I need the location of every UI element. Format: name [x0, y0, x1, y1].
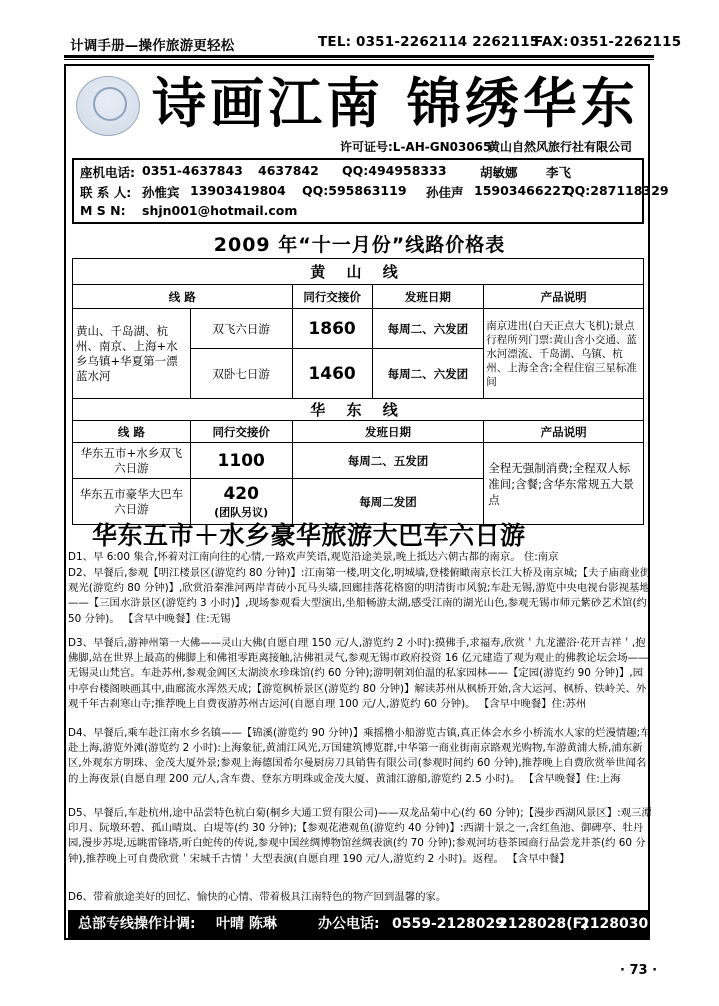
logo-emblem-icon — [93, 87, 127, 121]
itinerary-day-4: D4、早餐后,乘车赴江南水乡名镇——【锦溪(游览约 90 分钟)】乘摇橹小船游览古镇,真正体会水乡小桥流水人家的烂漫情趣;车赴上海,游览外滩(游览约 2 小时):上海象征,黄浦江风光,万国建筑博览群,中华第一商业街南京路观光购物,车游黄浦大桥,浦东新区,外观东方明珠、金茂大厦外景;参观上海德国希尔曼厨房刀具销售有限公司(参观时间约 60 分钟),推荐晚上自费欣赏举世闻名的上海夜景(自愿自理 200 元/人,含车费、登东方明珠或金茂大厦、黄浦江游船,游览约 2.5 小时)。 【含早晚餐】住:上海 — [68, 727, 651, 785]
col-price-2: 同行交接价 — [190, 421, 292, 443]
huadong-price-note: (团队另议) — [214, 505, 269, 519]
page-header — [70, 32, 682, 54]
page-title: 诗画江南 锦绣华东 — [152, 71, 639, 135]
ops-contact-bar — [68, 910, 648, 938]
phone-label: 座机电话: — [80, 165, 135, 180]
itinerary-day-5: D5、早餐后,车赴杭州,途中品尝特色杭白菊(桐乡大通工贸有限公司)——双龙品菊中心(约 60 分钟);【漫步西湖风景区】:观三潭印月、阮墩环碧、孤山晴岚、白堤等(约 30 分钟);【参观花港观鱼(游览约 40 分钟)】:西湖十景之一,含红鱼池、御碑亭、牡丹园,漫步苏堤,远眺雷锋塔,听白蛇传的传说,参观中国丝绸博物馆丝绸表演(约 70 分钟);参观河坊巷茶园商行品尝龙井茶(约 60 分钟),推荐晚上可自费欣赏＇宋城千古情＇大型表演(自愿自理 190 元/人,游览约 2 小时)。返程。 【含早中餐】 — [68, 807, 652, 865]
msn-label: M S N: — [80, 203, 126, 218]
col-date: 发班日期 — [372, 285, 484, 309]
office-label: 办公电话: — [318, 916, 380, 932]
price-table — [72, 258, 644, 525]
col-desc: 产品说明 — [484, 285, 644, 309]
header-fax-label: FAX: — [534, 34, 569, 50]
header-tel-label: TEL: — [318, 34, 352, 50]
huangshan-price-2: 1460 — [292, 349, 372, 399]
huangshan-price-1: 1860 — [292, 309, 372, 349]
phone-2: 4637842 — [258, 163, 319, 178]
itinerary-day-2: D2、早餐后,参观【明江楼景区(游览约 80 分钟)】:江南第一楼,明文化,明城墙,登楼俯瞰南京长江大桥及南京城;【夫子庙商业街观光(游览约 80 分钟)】,欣赏沿秦淮河两岸青砖小瓦马头墙,回廊挂落花格窗的明清街市风貌;车赴无锡,游览中央电视台影视基地——【三国水浒景区(游览约 3 小时)】,现场参观看大型演出,坐船畅游太湖,感受江南的湖光山色,参观无锡市师元紫砂艺术馆(约 50 分钟)。 【含早中晚餐】住:无锡 — [68, 567, 651, 625]
header-rule-thin — [64, 59, 654, 60]
col-desc-2: 产品说明 — [484, 421, 644, 443]
huadong-route-2: 华东五市豪华大巴车六日游 — [73, 479, 191, 525]
huadong-route-1: 华东五市+水乡双飞六日游 — [73, 443, 191, 479]
price-table-title: 2009 年“十一月份”线路价格表 — [213, 234, 506, 256]
phone-1: 0351-4637843 — [142, 163, 243, 178]
huadong-date-1: 每周二、五发团 — [292, 443, 484, 479]
huadong-row-1 — [73, 443, 644, 479]
huangshan-section-title: 黄 山 线 — [73, 259, 644, 285]
mobile-1: 13903419804 — [190, 183, 286, 198]
itinerary-day-3: D3、早餐后,游神州第一大佛——灵山大佛(自愿自理 150 元/人,游览约 2 小时):摸佛手,求福寿,欣赏＇九龙灌浴·花开吉祥＇,抱佛脚,站在世界上最高的佛脚上和佛祖零距离接触,沾佛祖灵气,参观无锡市政府投资 16 亿元建造了观为观止的佛教论坛会场——无锡灵山梵宫。车赴苏州,参观金阊区太湖淡水珍珠馆(约 60 分钟);游明朝刘伯温的私家园林——【定园(游览约 90 分钟)】,园中亭台楼阁映画其中,曲廊流水浑然天成;【游览枫桥景区(游览约 80 分钟)】解读苏州从枫桥开始,含大运河、枫桥、铁岭关、外观千年古刹寒山寺;推荐晚上自费夜游苏州古运河(自愿自理 100 元/人,游览约 60 分钟)。 【含早中晚餐】住:苏州 — [68, 637, 649, 710]
ops-label: 总部专线操作计调: — [78, 916, 196, 932]
huangshan-section-row — [73, 259, 644, 285]
huangshan-date-2: 每周二、六发团 — [372, 349, 484, 399]
huadong-section-row — [73, 399, 644, 421]
huadong-header-row — [73, 421, 644, 443]
huangshan-option-1: 双飞六日游 — [190, 309, 292, 349]
huangshan-header-row — [73, 285, 644, 309]
person-1: 孙惟宾 — [142, 185, 180, 200]
msn-value[interactable]: shjn001@hotmail.com — [142, 203, 298, 218]
itinerary-title: 华东五市＋水乡豪华旅游大巴车六日游 — [92, 521, 526, 550]
col-date-2: 发班日期 — [292, 421, 484, 443]
page-number: · 73 · — [620, 963, 658, 978]
huangshan-option-2: 双卧七日游 — [190, 349, 292, 399]
huadong-price-1: 1100 — [190, 443, 292, 479]
mobile-2: 15903466227 — [474, 183, 570, 198]
contact-box — [72, 158, 669, 224]
huangshan-desc: 南京进出(白天正点大飞机);景点行程所列门票:黄山含小交通、蓝水河漂流、千岛湖、乌镇、杭州、上海全含;全程住宿三星标准间 — [484, 309, 644, 399]
itinerary-day-1: D1、早 6:00 集合,怀着对江南向往的心情,一路欢声笑语,观览沿途美景,晚上抵达六朝古都的南京。 住:南京 — [68, 551, 559, 563]
huadong-price-2: 420 — [223, 483, 259, 504]
ops-names: 叶晴 陈琳 — [216, 916, 277, 932]
contact-name-1: 胡敏娜 — [480, 165, 518, 180]
huangshan-route: 黄山、千岛湖、杭州、南京、上海+水乡乌镇+华夏第一漂蓝水河 — [73, 309, 191, 399]
phone-qq: QQ:494958333 — [342, 163, 447, 178]
qq-1: QQ:595863119 — [302, 183, 407, 198]
license-number: 许可证号:L-AH-GN03065 — [340, 140, 492, 154]
fax-phone: 2128028(F) — [498, 916, 589, 932]
contact-name-2: 李飞 — [546, 165, 572, 180]
header-tel: 0351-2262114 2262115 — [356, 34, 540, 50]
header-tagline: 计调手册—操作旅游更轻松 — [70, 38, 235, 54]
itinerary — [66, 550, 652, 907]
company-logo — [76, 76, 140, 136]
company-name: 黄山自然风旅行社有限公司 — [488, 140, 633, 154]
office-phone: 0559-2128029 — [392, 916, 505, 932]
col-price: 同行交接价 — [292, 285, 372, 309]
person-2: 孙佳声 — [426, 185, 464, 200]
huadong-section-title: 华 东 线 — [73, 399, 644, 421]
huangshan-row-1 — [73, 309, 644, 349]
qq-2: QQ:287118329 — [564, 183, 669, 198]
huadong-desc: 全程无强制消费;全程双人标准间;含餐;含华东常规五大景点 — [484, 443, 644, 525]
huangshan-date-1: 每周二、六发团 — [372, 309, 484, 349]
person-label: 联 系 人: — [80, 185, 132, 200]
header-fax: 0351-2262115 — [570, 34, 682, 50]
header-rule — [64, 55, 654, 58]
other-phone: 2128030 — [580, 916, 649, 932]
col-route-2: 线 路 — [73, 421, 191, 443]
huadong-date-2: 每周二发团 — [292, 479, 484, 525]
col-route: 线 路 — [73, 285, 293, 309]
itinerary-day-6: D6、带着旅途美好的回忆、愉快的心情、带着极具江南特色的物产回到温馨的家。 — [68, 891, 447, 903]
